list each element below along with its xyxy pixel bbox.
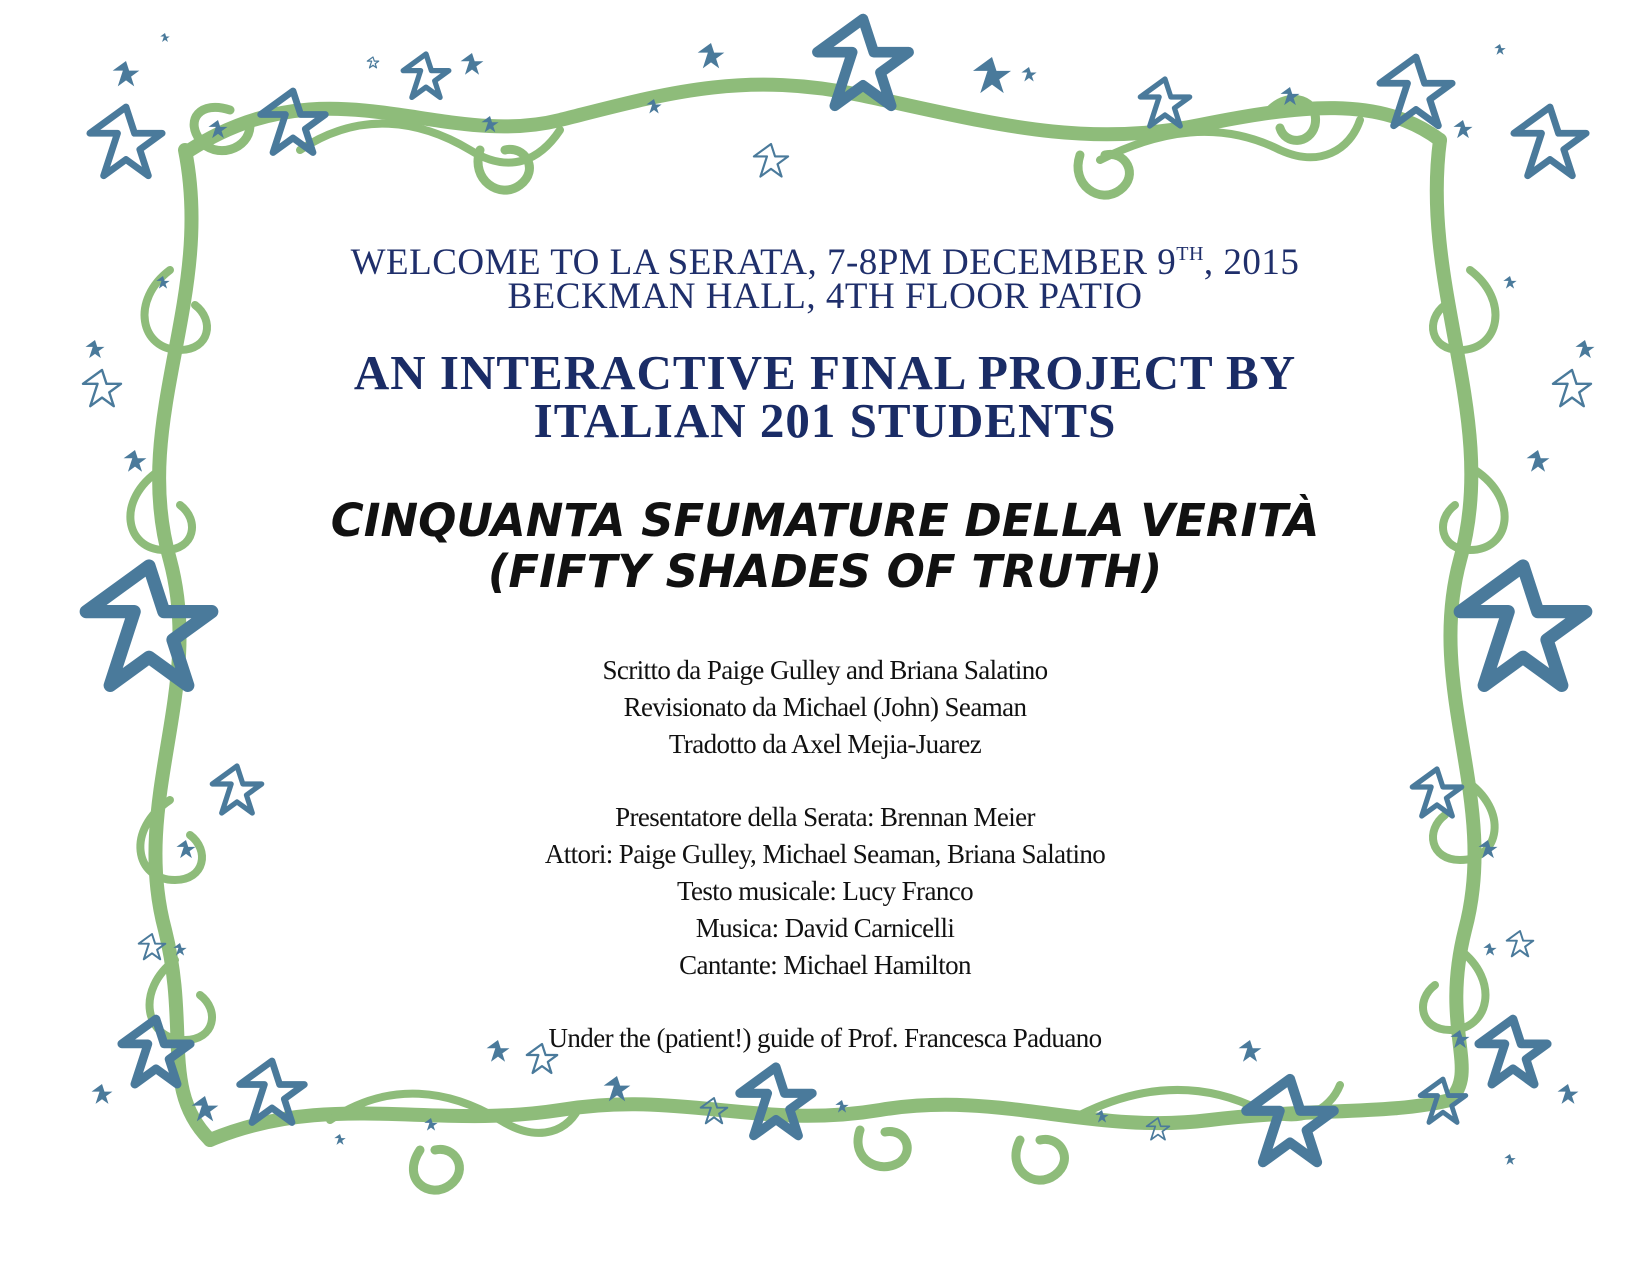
welcome-year: , 2015	[1203, 242, 1300, 283]
project-heading-line-2: ITALIAN 201 STUDENTS	[533, 393, 1117, 448]
welcome-prefix: WELCOME TO LA SERATA, 7-8PM DECEMBER 9	[350, 242, 1177, 283]
play-title-english: (FIFTY SHADES OF TRUTH)	[487, 545, 1163, 598]
credit-actors: Attori: Paige Gulley, Michael Seaman, Briana Salatino	[544, 839, 1106, 869]
credit-lyrics: Testo musicale: Lucy Franco	[676, 876, 974, 906]
credit-written-by: Scritto da Paige Gulley and Briana Salatino	[602, 655, 1048, 685]
credit-singer: Cantante: Michael Hamilton	[679, 950, 971, 980]
location-line: BECKMAN HALL, 4TH FLOOR PATIO	[507, 276, 1143, 317]
credit-music: Musica: David Carnicelli	[695, 913, 955, 943]
credit-translated-by: Tradotto da Axel Mejia-Juarez	[668, 729, 982, 759]
credit-guide: Under the (patient!) guide of Prof. Francesca Paduano	[548, 1023, 1102, 1053]
credit-revised-by: Revisionato da Michael (John) Seaman	[623, 692, 1027, 722]
play-title-italian: CINQUANTA SFUMATURE DELLA VERITÀ	[330, 494, 1320, 547]
credit-presenter: Presentatore della Serata: Brennan Meier	[615, 802, 1035, 832]
welcome-ordinal-suffix: TH	[1176, 243, 1204, 265]
project-heading-line-1: AN INTERACTIVE FINAL PROJECT BY	[353, 345, 1297, 400]
